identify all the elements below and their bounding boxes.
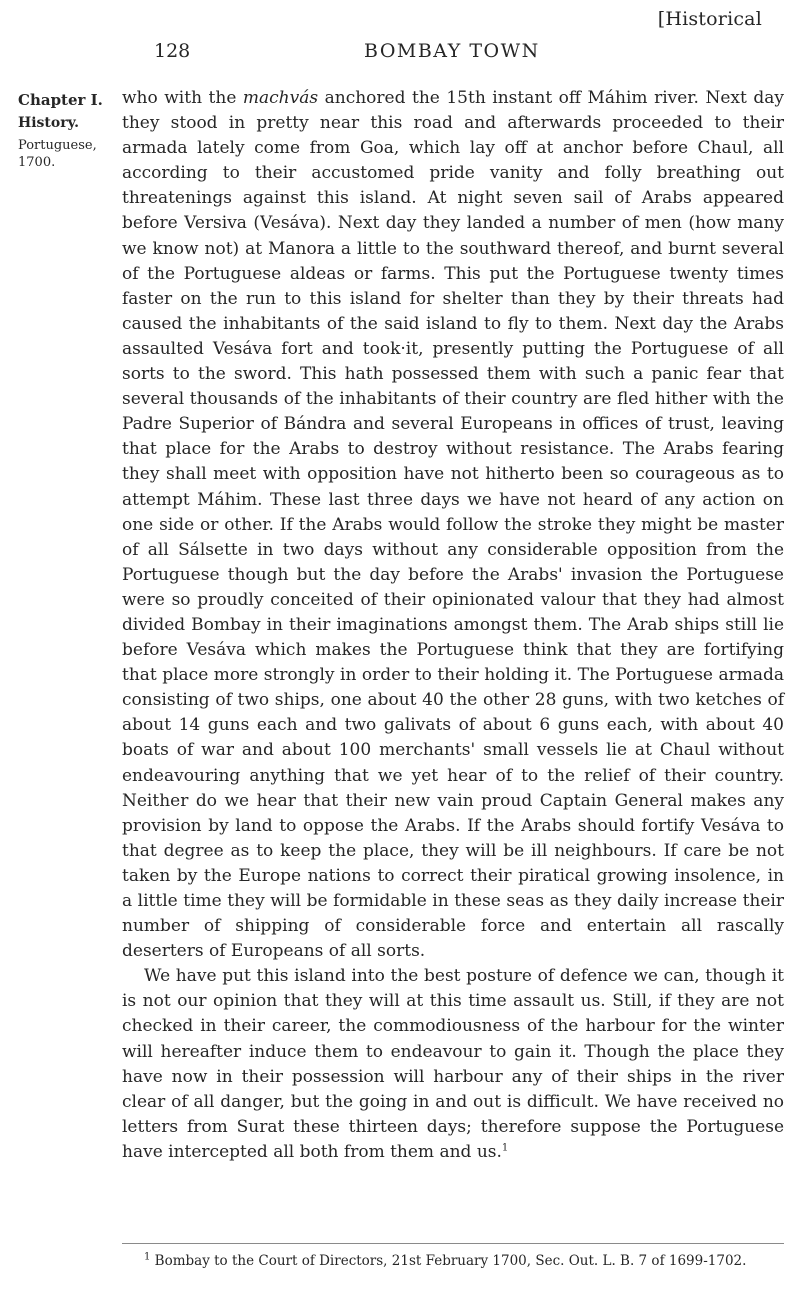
italic-term: machvás [242,88,319,108]
margin-period-line1: Portuguese, [18,138,97,153]
margin-chapter: Chapter I. [18,91,103,109]
margin-notes [18,91,104,171]
running-section-label: [Historical [657,8,762,30]
footnote-text: Bombay to the Court of Directors, 21st February 1700, Sec. Out. L. B. 7 of 1699-1702. [150,1253,747,1269]
paragraph-2-text: We have put this island into the best posture of defence we can, though it is not our opinion that they will at this time assault us. Still, if they are not checked in their career, the commodiousness of the harbour for the winter will hereafter induce them to endeavour to gain it. Though the place they have now in their possession will harbour any of their ships in the river clear of all danger, but the going in and out is difficult. We have received no letters from Surat these thirteen days; therefore suppose the Portuguese have intercepted all both from them and us. [122,966,784,1162]
body-text [122,86,784,1165]
footnote-reference: 1 [501,1142,509,1154]
paragraph-1-start: who with the [122,88,243,108]
footnote-divider [122,1243,784,1244]
running-title: BOMBAY TOWN [364,40,540,62]
paragraph-1 [122,86,784,964]
margin-section: History. [18,115,80,131]
margin-period [18,137,104,171]
footnote-mark: 1 [144,1251,151,1263]
footnote [122,1252,784,1270]
page-number: 128 [154,40,191,62]
paragraph-2 [122,964,784,1165]
paragraph-1-rest: anchored the 15th instant off Máhim river. Next day they stood in pretty near this road and afterwards proceeded to their armada lately come from Goa, which lay off at anchor before Chaul, all according to their accustomed pride vanity and folly breathing out threatenings against this island. At night seven sail of Arabs appeared before Versiva (Vesáva). Next day they landed a number of men (how many we know not) at Manora a little to the southward thereof, and burnt several of the Portuguese aldeas or farms. This put the Portuguese twenty times faster on the run to this island for shelter than they by their threats had caused the inhabitants of the said island to fly to them. Next day the Arabs assaulted Vesáva fort and took·it, presently putting the Portuguese of all sorts to the sword. This hath possessed them with such a panic fear that several thousands of the inhabitants of their country are fled hither with the Padre Superior of Bándra and several Europeans in offices of trust, leaving that place for the Arabs to destroy without resistance. The Arabs fearing they shall meet with opposition have not hitherto been so courageous as to attempt Máhim. These last three days we have not heard of any action on one side or other. If the Arabs would follow the stroke they might be master of all Sálsette in two days without any considerable opposition from the Portuguese though but the day before the Arabs' invasion the Portuguese were so proudly conceited of their opinionated valour that they had almost divided Bombay in their imaginations amongst them. The Arab ships still lie before Vesáva which makes the Portuguese think that they are fortifying that place more strongly in order to their holding it. The Portuguese armada consisting of two ships, one about 40 the other 28 guns, with two ketches of about 14 guns each and two galivats of about 6 guns each, with about 40 boats of war and about 100 merchants' small vessels lie at Chaul without endeavouring anything that we yet hear of to the relief of their country. Neither do we hear that their new vain proud Captain General makes any provision by land to oppose the Arabs. If the Arabs should fortify Vesáva to that degree as to keep the place, they will be ill neighbours. If care be not taken by the Europe nations to correct their piratical growing insolence, in a little time they will be formidable in these seas as they daily increase their number of shipping of considerable force and entertain all rascally deserters of Europeans of all sorts. [122,88,784,962]
margin-period-line2: 1700. [18,155,56,170]
